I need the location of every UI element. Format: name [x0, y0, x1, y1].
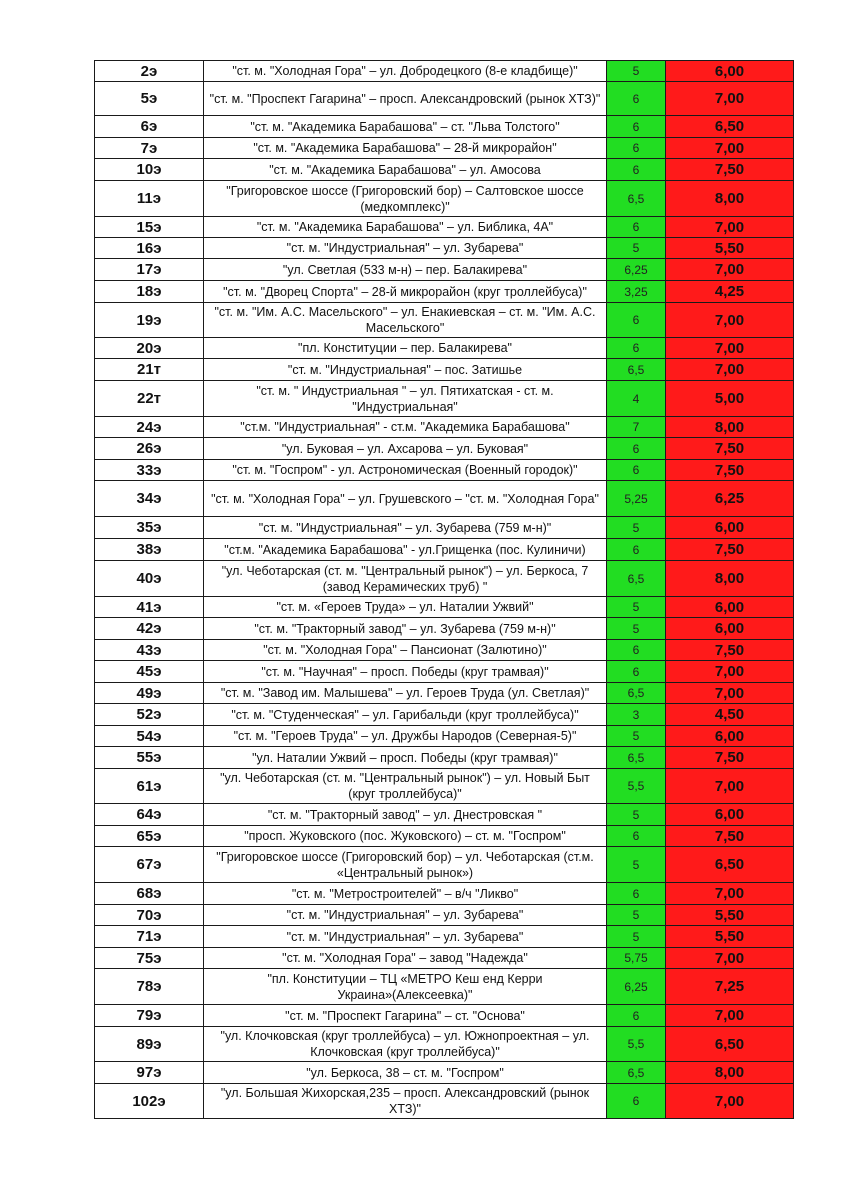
route-number: 17э: [95, 259, 204, 281]
new-fare: 6,00: [666, 618, 794, 640]
route-number: 79э: [95, 1005, 204, 1027]
route-description: "пл. Конституции – ТЦ «МЕТРО Кеш енд Керри Украина»(Алексеевка)": [204, 969, 607, 1005]
route-description: "ст. м. "Героев Труда" – ул. Дружбы Народов (Северная-5)": [204, 726, 607, 747]
table-row: [95, 481, 794, 517]
table-row: [95, 948, 794, 969]
old-fare: 4: [607, 381, 666, 417]
table-row: [95, 1062, 794, 1084]
new-fare: 7,50: [666, 747, 794, 769]
old-fare: 6: [607, 460, 666, 481]
new-fare: 7,00: [666, 769, 794, 804]
new-fare: 7,25: [666, 969, 794, 1005]
new-fare: 7,00: [666, 259, 794, 281]
table-row: [95, 905, 794, 926]
old-fare: 6: [607, 1005, 666, 1027]
old-fare: 6,25: [607, 969, 666, 1005]
route-number: 42э: [95, 618, 204, 640]
old-fare: 6,5: [607, 561, 666, 597]
table-row: [95, 61, 794, 82]
table-row: [95, 82, 794, 116]
route-number: 11э: [95, 181, 204, 217]
old-fare: 5: [607, 926, 666, 948]
old-fare: 6,5: [607, 359, 666, 381]
new-fare: 7,00: [666, 883, 794, 905]
old-fare: 6: [607, 159, 666, 181]
new-fare: 6,50: [666, 116, 794, 138]
old-fare: 6: [607, 338, 666, 359]
table-row: [95, 338, 794, 359]
route-number: 21т: [95, 359, 204, 381]
table-row: [95, 281, 794, 303]
old-fare: 5: [607, 517, 666, 539]
route-description: "ст. м. "Индустриальная" – ул. Зубарева (759 м-н)": [204, 517, 607, 539]
route-description: "ст. м. "Им. А.С. Масельского" – ул. Енакиевская – ст. м. "Им. А.С. Масельского": [204, 303, 607, 338]
route-number: 2э: [95, 61, 204, 82]
old-fare: 6,5: [607, 747, 666, 769]
new-fare: 6,00: [666, 726, 794, 747]
table-row: [95, 769, 794, 804]
old-fare: 6: [607, 661, 666, 683]
route-description: "ст. м. "Индустриальная" – ул. Зубарева": [204, 238, 607, 259]
route-description: "ул. Чеботарская (ст. м. "Центральный рынок") – ул. Беркоса, 7 (завод Керамических труб) ": [204, 561, 607, 597]
new-fare: 6,25: [666, 481, 794, 517]
route-description: "ст. м. "Проспект Гагарина" – ст. "Основа": [204, 1005, 607, 1027]
old-fare: 5: [607, 61, 666, 82]
route-number: 71э: [95, 926, 204, 948]
route-number: 26э: [95, 438, 204, 460]
new-fare: 7,00: [666, 82, 794, 116]
old-fare: 5: [607, 618, 666, 640]
old-fare: 5: [607, 804, 666, 826]
new-fare: 7,50: [666, 539, 794, 561]
old-fare: 6,5: [607, 1062, 666, 1084]
old-fare: 6: [607, 438, 666, 460]
new-fare: 6,50: [666, 1027, 794, 1062]
route-number: 45э: [95, 661, 204, 683]
old-fare: 5,75: [607, 948, 666, 969]
new-fare: 7,50: [666, 460, 794, 481]
route-number: 40э: [95, 561, 204, 597]
route-number: 97э: [95, 1062, 204, 1084]
route-number: 61э: [95, 769, 204, 804]
table-row: [95, 417, 794, 438]
route-description: "ст. м. "Холодная Гора" – ул. Грушевского – "ст. м. "Холодная Гора": [204, 481, 607, 517]
route-description: "ст. м. "Тракторный завод" – ул. Зубарева (759 м-н)": [204, 618, 607, 640]
new-fare: 7,00: [666, 359, 794, 381]
route-number: 19э: [95, 303, 204, 338]
new-fare: 6,00: [666, 61, 794, 82]
route-description: "ст. м. " Индустриальная " – ул. Пятихатская - ст. м. "Индустриальная": [204, 381, 607, 417]
new-fare: 6,50: [666, 847, 794, 883]
table-row: [95, 381, 794, 417]
new-fare: 5,50: [666, 238, 794, 259]
route-number: 68э: [95, 883, 204, 905]
route-number: 75э: [95, 948, 204, 969]
route-number: 33э: [95, 460, 204, 481]
old-fare: 6: [607, 303, 666, 338]
fare-table-body: [95, 61, 794, 1119]
table-row: [95, 726, 794, 747]
new-fare: 8,00: [666, 417, 794, 438]
route-description: "ул. Чеботарская (ст. м. "Центральный рынок") – ул. Новый Быт (круг троллейбуса)": [204, 769, 607, 804]
route-number: 64э: [95, 804, 204, 826]
new-fare: 8,00: [666, 561, 794, 597]
route-number: 43э: [95, 640, 204, 661]
table-row: [95, 217, 794, 238]
route-description: "ст. м. "Холодная Гора" – завод "Надежда": [204, 948, 607, 969]
fare-table: [94, 60, 794, 1119]
route-number: 52э: [95, 704, 204, 726]
route-number: 15э: [95, 217, 204, 238]
old-fare: 6: [607, 82, 666, 116]
old-fare: 5: [607, 726, 666, 747]
table-row: [95, 597, 794, 618]
route-number: 38э: [95, 539, 204, 561]
route-description: "ст. м. "Дворец Спорта" – 28-й микрорайон (круг троллейбуса)": [204, 281, 607, 303]
old-fare: 3,25: [607, 281, 666, 303]
new-fare: 8,00: [666, 1062, 794, 1084]
table-row: [95, 517, 794, 539]
route-number: 78э: [95, 969, 204, 1005]
old-fare: 5: [607, 238, 666, 259]
route-number: 41э: [95, 597, 204, 618]
table-row: [95, 704, 794, 726]
new-fare: 7,00: [666, 338, 794, 359]
route-description: "ст. м. "Индустриальная" – пос. Затишье: [204, 359, 607, 381]
route-number: 24э: [95, 417, 204, 438]
table-row: [95, 826, 794, 847]
route-description: "ст. м. "Индустриальная" – ул. Зубарева": [204, 926, 607, 948]
route-number: 34э: [95, 481, 204, 517]
table-row: [95, 539, 794, 561]
old-fare: 6: [607, 640, 666, 661]
old-fare: 5,5: [607, 769, 666, 804]
route-description: "ул. Клочковская (круг троллейбуса) – ул. Южнопроектная – ул. Клочковская (круг троллейбуса)": [204, 1027, 607, 1062]
route-description: "ст. м. "Индустриальная" – ул. Зубарева": [204, 905, 607, 926]
table-row: [95, 683, 794, 704]
old-fare: 5: [607, 905, 666, 926]
old-fare: 5,5: [607, 1027, 666, 1062]
route-number: 16э: [95, 238, 204, 259]
new-fare: 7,00: [666, 1005, 794, 1027]
table-row: [95, 259, 794, 281]
route-number: 5э: [95, 82, 204, 116]
table-row: [95, 438, 794, 460]
new-fare: 7,50: [666, 159, 794, 181]
old-fare: 6: [607, 1084, 666, 1119]
old-fare: 6: [607, 116, 666, 138]
route-description: "ст. м. "Завод им. Малышева" – ул. Героев Труда (ул. Светлая)": [204, 683, 607, 704]
table-row: [95, 561, 794, 597]
old-fare: 3: [607, 704, 666, 726]
route-description: "ст. м. "Научная" – просп. Победы (круг трамвая)": [204, 661, 607, 683]
route-description: "ст. м. «Героев Труда» – ул. Наталии Ужвий": [204, 597, 607, 618]
route-number: 67э: [95, 847, 204, 883]
table-row: [95, 804, 794, 826]
route-description: "ст. м. "Метростроителей" – в/ч "Ликво": [204, 883, 607, 905]
route-description: "ул. Буковая – ул. Ахсарова – ул. Буковая": [204, 438, 607, 460]
new-fare: 5,50: [666, 905, 794, 926]
table-row: [95, 116, 794, 138]
table-row: [95, 847, 794, 883]
route-description: "ст. м. "Проспект Гагарина" – просп. Александровский (рынок ХТЗ)": [204, 82, 607, 116]
new-fare: 7,00: [666, 948, 794, 969]
route-description: "ст. м. "Тракторный завод" – ул. Днестровская ": [204, 804, 607, 826]
table-row: [95, 1084, 794, 1119]
table-row: [95, 747, 794, 769]
route-description: "ул. Беркоса, 38 – ст. м. "Госпром": [204, 1062, 607, 1084]
new-fare: 6,00: [666, 597, 794, 618]
table-row: [95, 303, 794, 338]
new-fare: 7,00: [666, 138, 794, 159]
new-fare: 7,50: [666, 826, 794, 847]
route-number: 54э: [95, 726, 204, 747]
route-number: 49э: [95, 683, 204, 704]
old-fare: 6: [607, 539, 666, 561]
old-fare: 6: [607, 883, 666, 905]
route-number: 65э: [95, 826, 204, 847]
old-fare: 7: [607, 417, 666, 438]
table-row: [95, 159, 794, 181]
table-row: [95, 138, 794, 159]
route-number: 55э: [95, 747, 204, 769]
route-number: 89э: [95, 1027, 204, 1062]
old-fare: 6,5: [607, 683, 666, 704]
new-fare: 5,50: [666, 926, 794, 948]
route-number: 35э: [95, 517, 204, 539]
new-fare: 7,00: [666, 661, 794, 683]
table-row: [95, 359, 794, 381]
route-description: "ст. м. "Студенческая" – ул. Гарибальди (круг троллейбуса)": [204, 704, 607, 726]
table-row: [95, 460, 794, 481]
new-fare: 7,50: [666, 640, 794, 661]
route-description: "ст. м. "Академика Барабашова" – 28-й микрорайон": [204, 138, 607, 159]
route-description: "ст. м. "Академика Барабашова" – ул. Амосова: [204, 159, 607, 181]
new-fare: 7,00: [666, 217, 794, 238]
new-fare: 7,00: [666, 683, 794, 704]
old-fare: 6,5: [607, 181, 666, 217]
new-fare: 7,00: [666, 1084, 794, 1119]
route-number: 70э: [95, 905, 204, 926]
old-fare: 6: [607, 217, 666, 238]
table-row: [95, 238, 794, 259]
new-fare: 6,00: [666, 804, 794, 826]
route-number: 22т: [95, 381, 204, 417]
route-number: 20э: [95, 338, 204, 359]
table-row: [95, 618, 794, 640]
route-description: "ул. Наталии Ужвий – просп. Победы (круг трамвая)": [204, 747, 607, 769]
route-number: 10э: [95, 159, 204, 181]
table-row: [95, 883, 794, 905]
route-description: "пл. Конституции – пер. Балакирева": [204, 338, 607, 359]
route-description: "ст.м. "Индустриальная" - ст.м. "Академика Барабашова": [204, 417, 607, 438]
new-fare: 5,00: [666, 381, 794, 417]
new-fare: 8,00: [666, 181, 794, 217]
old-fare: 5: [607, 847, 666, 883]
route-description: "ул. Большая Жихорская,235 – просп. Александровский (рынок ХТЗ)": [204, 1084, 607, 1119]
table-row: [95, 1027, 794, 1062]
route-description: "ул. Светлая (533 м-н) – пер. Балакирева": [204, 259, 607, 281]
route-description: "Григоровское шоссе (Григоровский бор) – ул. Чеботарская (ст.м. «Центральный рынок»): [204, 847, 607, 883]
route-description: "ст. м. "Академика Барабашова" – ст. "Льва Толстого": [204, 116, 607, 138]
route-description: "ст. м. "Госпром" - ул. Астрономическая (Военный городок)": [204, 460, 607, 481]
route-number: 102э: [95, 1084, 204, 1119]
new-fare: 6,00: [666, 517, 794, 539]
old-fare: 6: [607, 826, 666, 847]
route-number: 6э: [95, 116, 204, 138]
table-row: [95, 1005, 794, 1027]
route-number: 7э: [95, 138, 204, 159]
route-number: 18э: [95, 281, 204, 303]
table-row: [95, 969, 794, 1005]
old-fare: 6: [607, 138, 666, 159]
route-description: "ст. м. "Холодная Гора" – Пансионат (Залютино)": [204, 640, 607, 661]
new-fare: 4,25: [666, 281, 794, 303]
old-fare: 5,25: [607, 481, 666, 517]
table-row: [95, 926, 794, 948]
table-row: [95, 661, 794, 683]
old-fare: 6,25: [607, 259, 666, 281]
route-description: "ст.м. "Академика Барабашова" - ул.Грищенка (пос. Кулиничи): [204, 539, 607, 561]
route-description: "Григоровское шоссе (Григоровский бор) – Салтовское шоссе (медкомплекс)": [204, 181, 607, 217]
route-description: "ст. м. "Холодная Гора" – ул. Добродецкого (8-е кладбище)": [204, 61, 607, 82]
new-fare: 4,50: [666, 704, 794, 726]
route-description: "просп. Жуковского (пос. Жуковского) – ст. м. "Госпром": [204, 826, 607, 847]
new-fare: 7,50: [666, 438, 794, 460]
new-fare: 7,00: [666, 303, 794, 338]
table-row: [95, 181, 794, 217]
route-description: "ст. м. "Академика Барабашова" – ул. Библика, 4А": [204, 217, 607, 238]
old-fare: 5: [607, 597, 666, 618]
table-row: [95, 640, 794, 661]
